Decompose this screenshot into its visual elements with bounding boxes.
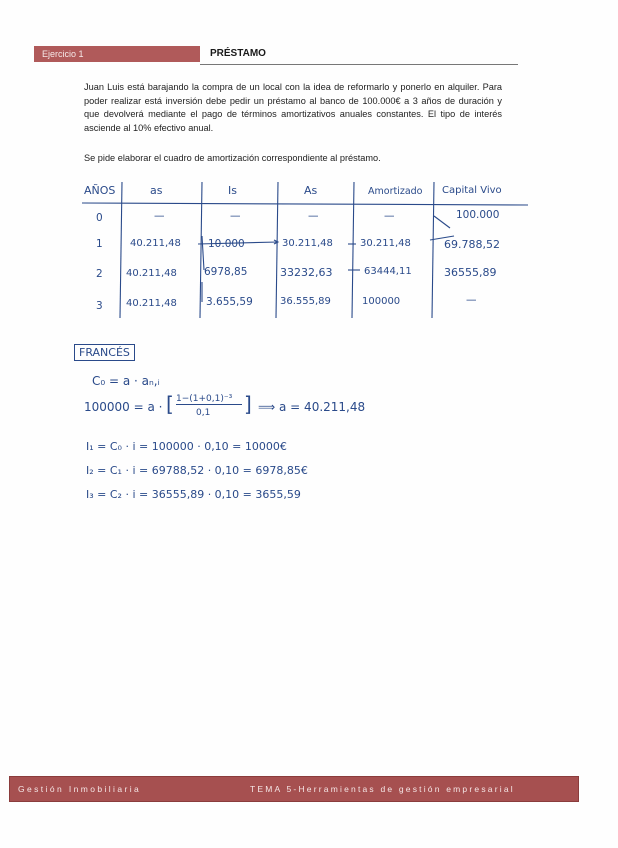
- exercise-label: Ejercicio 1: [34, 46, 200, 62]
- cell-r0-is: —: [230, 210, 241, 222]
- formula-annuity-denominator: 0,1: [196, 408, 211, 418]
- header-years: AÑOS: [84, 184, 116, 197]
- cell-r1-year: 1: [96, 238, 103, 250]
- header-as: as: [150, 184, 163, 197]
- formula-annuity-left: 100000 = a ·: [84, 400, 163, 414]
- cell-r0-capital-as: —: [308, 210, 319, 222]
- amortization-table: [78, 178, 528, 328]
- header-amortized: Amortizado: [368, 186, 423, 197]
- cell-r1-capital-vivo: 69.788,52: [444, 238, 500, 251]
- formula-annuity-result: ⟹ a = 40.211,48: [258, 400, 366, 414]
- cell-r1-as: 40.211,48: [130, 238, 181, 249]
- cell-r2-year: 2: [96, 268, 103, 280]
- task-statement: Se pide elaborar el cuadro de amortización correspondiente al préstamo.: [84, 153, 381, 163]
- cell-r3-capital-vivo: —: [466, 294, 477, 306]
- header-capital-as: As: [304, 184, 318, 197]
- cell-r2-as: 40.211,48: [126, 268, 177, 279]
- header-is: Is: [228, 184, 237, 197]
- formula-interest-2: I₂ = C₁ · i = 69788,52 · 0,10 = 6978,85€: [86, 464, 308, 477]
- bracket-open: [: [166, 392, 174, 416]
- page-title: PRÉSTAMO: [210, 48, 266, 59]
- formula-present-value: C₀ = a · aₙ,ᵢ: [92, 374, 160, 388]
- cell-r3-is: 3.655,59: [206, 296, 253, 308]
- header-capital-vivo: Capital Vivo: [442, 185, 502, 196]
- cell-r3-amortized: 100000: [362, 296, 401, 307]
- formula-interest-3: I₃ = C₂ · i = 36555,89 · 0,10 = 3655,59: [86, 488, 301, 501]
- cell-r1-is: 10.000: [208, 238, 245, 250]
- fraction-bar: [176, 404, 242, 405]
- cell-r1-capital-as: 30.211,48: [282, 238, 333, 249]
- method-label: FRANCÉS: [74, 344, 135, 361]
- formula-annuity-numerator: 1−(1+0,1)⁻³: [176, 394, 233, 404]
- page-footer: [9, 776, 579, 802]
- cell-r2-capital-vivo: 36555,89: [444, 266, 497, 279]
- cell-r3-year: 3: [96, 300, 103, 312]
- problem-statement: Juan Luis está barajando la compra de un local con la idea de reformarlo y ponerlo en alquiler. Para poder realizar está inversión debe pedir un préstamo al banco de 100.000€ a 3 años de duración y que devolverá mediante el pago de términos amortizativos anuales constantes. El tipo de interés asciende al 10% efectivo anual.: [84, 82, 502, 133]
- cell-r0-capital-vivo: 100.000: [456, 209, 500, 221]
- cell-r0-amortized: —: [384, 210, 395, 222]
- cell-r1-amortized: 30.211,48: [360, 238, 411, 249]
- bracket-close: ]: [244, 392, 252, 416]
- cell-r2-amortized: 63444,11: [364, 266, 412, 277]
- formula-interest-1: I₁ = C₀ · i = 100000 · 0,10 = 10000€: [86, 440, 287, 453]
- cell-r2-is: 6978,85: [204, 266, 248, 278]
- cell-r3-capital-as: 36.555,89: [280, 296, 331, 307]
- title-underline: [200, 64, 518, 65]
- cell-r0-as: —: [154, 210, 165, 222]
- cell-r2-capital-as: 33232,63: [280, 266, 333, 279]
- footer-course: Gestión Inmobiliaria: [18, 784, 142, 794]
- cell-r0-year: 0: [96, 212, 103, 224]
- cell-r3-as: 40.211,48: [126, 298, 177, 309]
- footer-topic: TEMA 5-Herramientas de gestión empresarial: [250, 784, 515, 794]
